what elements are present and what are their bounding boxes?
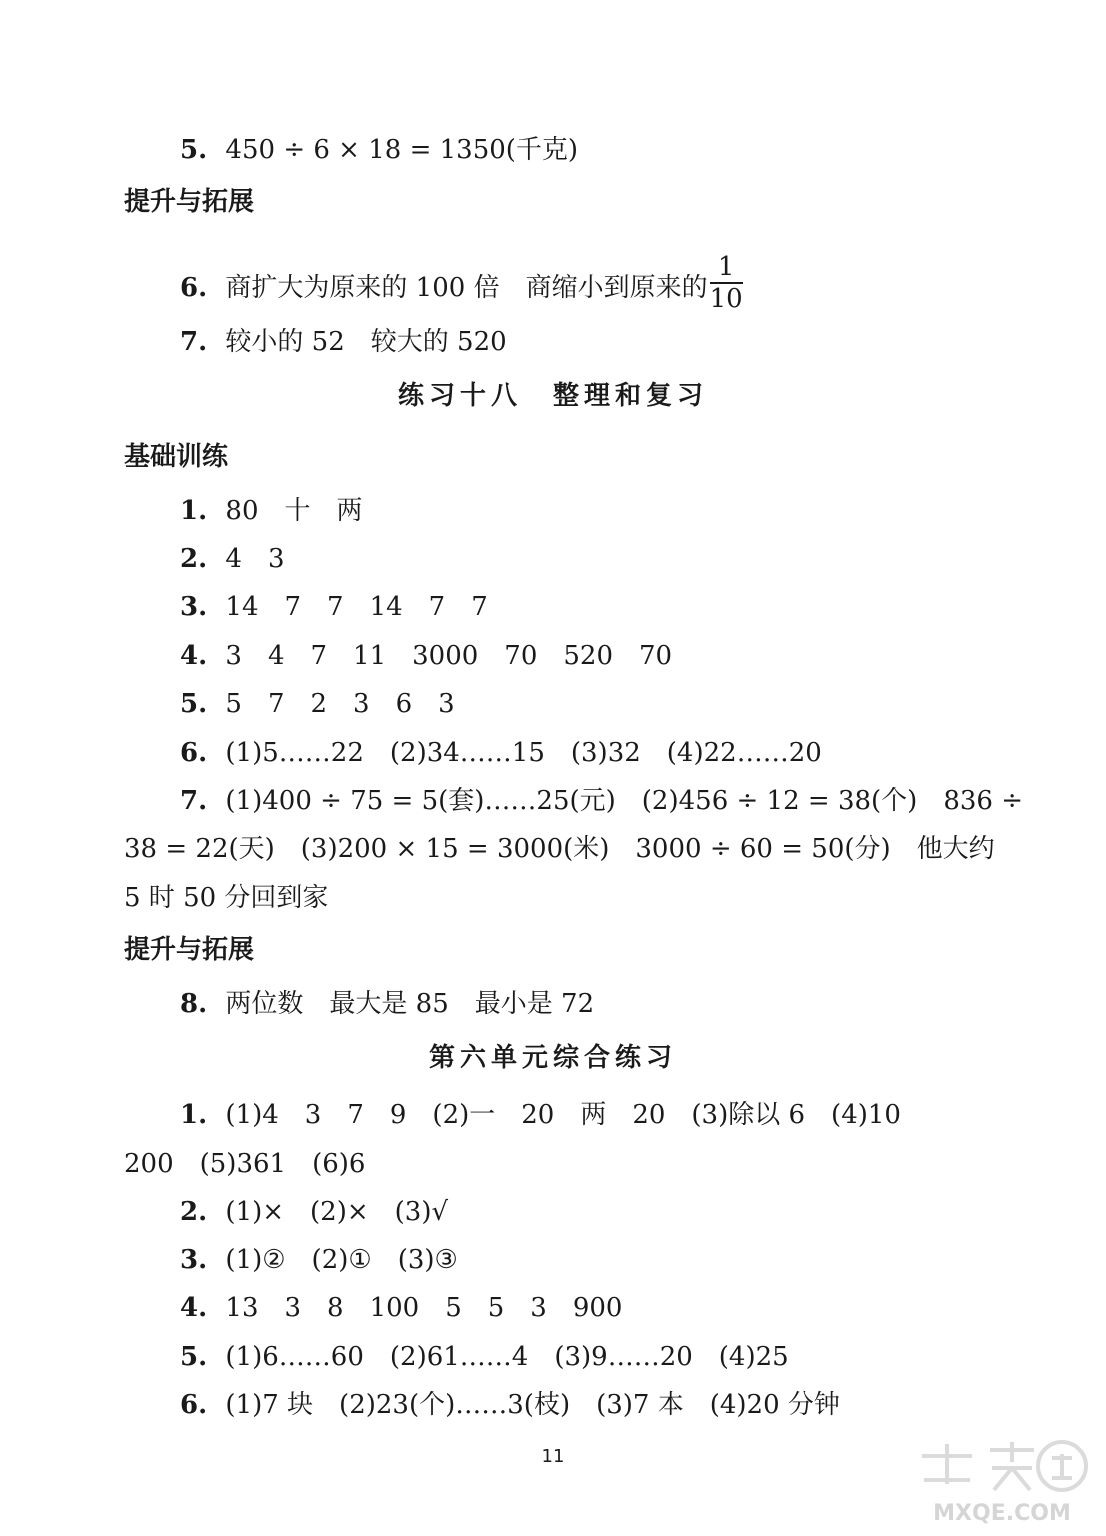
answer-line <box>180 591 488 623</box>
answer-text: 3 4 7 11 3000 70 520 70 <box>225 641 673 671</box>
question-number: 7. <box>180 786 208 816</box>
answer-text: 两位数 最大是 85 最小是 72 <box>225 989 595 1019</box>
question-number: 1. <box>180 1100 208 1130</box>
answer-line-q5 <box>180 134 578 166</box>
answer-line-q6 <box>180 252 743 320</box>
answer-continuation: 200 (5)361 (6)6 <box>124 1149 366 1179</box>
answer-text: (1)400 ÷ 75 = 5(套)……25(元) (2)456 ÷ 12 = 38(个) 836 ÷ <box>225 786 1024 816</box>
answer-line <box>180 543 285 575</box>
answer-continuation: 38 = 22(天) (3)200 × 15 = 3000(米) 3000 ÷ 60 = 50(分) 他大约 <box>124 834 995 864</box>
section-heading-extend: 提升与拓展 <box>124 935 255 965</box>
watermark <box>912 1436 1092 1526</box>
answer-text: (1)6……60 (2)61……4 (3)9……20 (4)25 <box>225 1342 789 1372</box>
question-number: 2. <box>180 1197 208 1227</box>
answer-text: 商扩大为原来的 100 倍 商缩小到原来的 <box>225 273 708 303</box>
question-number: 3. <box>180 592 208 622</box>
answer-line <box>180 1389 840 1421</box>
answer-line <box>180 1341 789 1373</box>
question-number: 6. <box>180 738 208 768</box>
answer-text: 14 7 7 14 7 7 <box>225 592 488 622</box>
watermark-text: MXQE.COM <box>933 1501 1071 1526</box>
question-number: 6. <box>180 1390 208 1420</box>
answer-text: (1)4 3 7 9 (2)一 20 两 20 (3)除以 6 (4)10 <box>225 1100 901 1130</box>
exercise-title: 练习十八 整理和复习 <box>397 381 708 411</box>
answer-text: 80 十 两 <box>225 496 363 526</box>
answer-text: 4 3 <box>225 544 285 574</box>
question-number: 7. <box>180 327 208 357</box>
question-number: 4. <box>180 641 208 671</box>
answer-continuation: 5 时 50 分回到家 <box>124 883 329 913</box>
question-number: 5. <box>180 135 208 165</box>
question-number: 5. <box>180 689 208 719</box>
question-number: 5. <box>180 1342 208 1372</box>
answer-text: (1)× (2)× (3)√ <box>225 1197 449 1227</box>
answer-line <box>180 688 455 720</box>
answer-text: (1)7 块 (2)23(个)……3(枝) (3)7 本 (4)20 分钟 <box>225 1390 840 1420</box>
answer-text: (1)② (2)① (3)③ <box>225 1245 458 1275</box>
section-heading-basic: 基础训练 <box>124 442 229 472</box>
answer-line <box>180 1244 458 1276</box>
fraction <box>710 252 743 314</box>
answer-text: 450 ÷ 6 × 18 = 1350(千克) <box>225 135 579 165</box>
unit-title: 第六单元综合练习 <box>428 1043 677 1073</box>
answer-text: 13 3 8 100 5 5 3 900 <box>225 1293 623 1323</box>
answer-line <box>180 640 672 672</box>
page-number: 11 <box>541 1446 565 1467</box>
answer-text: 较小的 52 较大的 520 <box>225 327 507 357</box>
question-number: 6. <box>180 273 208 303</box>
answer-line-q7 <box>180 326 507 358</box>
answer-line-q1 <box>180 1099 901 1131</box>
answer-text: 5 7 2 3 6 3 <box>225 689 455 719</box>
answer-line <box>180 737 822 769</box>
fraction-numerator: 1 <box>710 252 743 284</box>
answer-line-q7 <box>180 785 1023 817</box>
answer-watermark-logo-icon <box>912 1436 1092 1500</box>
fraction-denominator: 10 <box>709 284 743 314</box>
question-number: 8. <box>180 989 208 1019</box>
answer-text: (1)5……22 (2)34……15 (3)32 (4)22……20 <box>225 738 822 768</box>
answer-line-q8 <box>180 988 594 1020</box>
question-number: 1. <box>180 496 208 526</box>
answer-line <box>180 495 363 527</box>
answer-line <box>180 1196 448 1228</box>
question-number: 3. <box>180 1245 208 1275</box>
answer-line <box>180 1292 622 1324</box>
question-number: 4. <box>180 1293 208 1323</box>
section-heading-extend: 提升与拓展 <box>124 187 255 217</box>
question-number: 2. <box>180 544 208 574</box>
